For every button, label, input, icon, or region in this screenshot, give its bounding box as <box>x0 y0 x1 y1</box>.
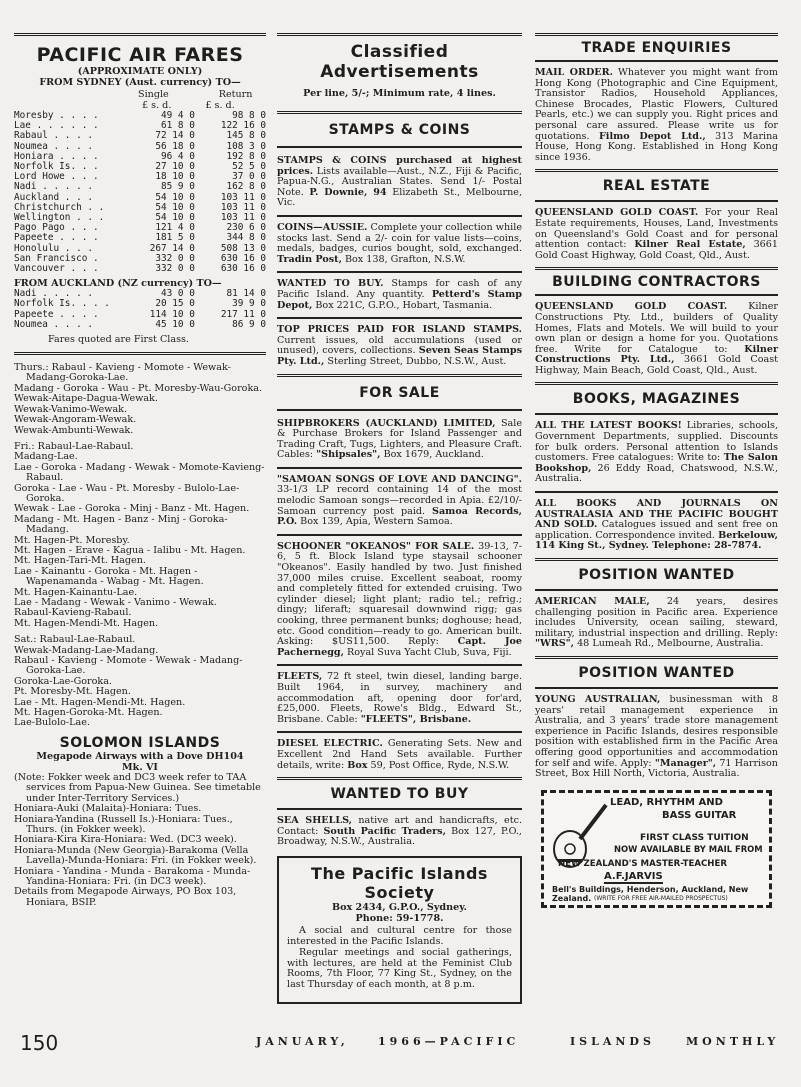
ad-lead: ALL BOOKS AND JOURNALS ON AUSTRALASIA AND THE PACIFIC BOUGHT AND SOLD. <box>535 498 778 531</box>
solomon-note: (Note: Fokker week and DC3 week refer to TAA services from Papua-New Guinea. See timetable under Inter-Territory Services.) <box>14 771 261 804</box>
ad-body: Sale & Purchase Brokers for Island Passenger and Trading Craft, Tugs, Lighters, and Pleasure Craft. Cables: <box>277 417 522 461</box>
auckland-fares-table <box>14 289 266 330</box>
footer-year: 1966—PACIFIC <box>378 1035 520 1048</box>
ad-body: Current issues, old accumulations (used or unused), covers, collections. <box>277 334 522 357</box>
ad-body: businessman with 8 years' retail management experience in Australia, and 3 years' trade store management experience in Pacific Islands, desires responsible position with established firm in the Pacific Area offering good opportunities and accommodation for self and wife. Apply: <box>535 693 779 769</box>
fare-destination: Honiara . . . . <box>14 150 99 162</box>
ad-address: Elizabeth St., Melbourne, Vic. <box>277 186 522 209</box>
rule <box>277 467 522 469</box>
ad-lead: SHIPBROKERS (AUCKLAND) LIMITED, <box>277 417 496 429</box>
route-line: Mt. Hagen - Erave - Kagua - Ialibu - Mt. Hagen. <box>14 544 246 556</box>
fare-return: 508 13 0 <box>220 242 266 254</box>
ad-body: Catalogues issued and sent free on application. Correspondence invited. <box>535 519 778 541</box>
rule <box>14 352 266 355</box>
classified-ad <box>277 475 522 528</box>
rule <box>535 558 778 561</box>
fare-destination: Norfolk Is. . . <box>14 161 99 173</box>
rule <box>277 777 522 780</box>
society-title: The Pacific Islands Society <box>311 863 488 902</box>
society-text-1: A social and cultural centre for those interested in the Pacific Islands. <box>287 924 512 947</box>
footer-monthly: MONTHLY <box>686 1035 780 1048</box>
route-line: Madang - Goroka - Wau - Pt. Moresby-Wau-Goroka. <box>14 382 263 394</box>
fare-single: 43 0 0 <box>160 288 195 300</box>
wanted-ad <box>277 816 522 848</box>
rule <box>277 146 522 148</box>
wanted-title: WANTED TO BUY <box>330 786 469 803</box>
society-phone: Phone: 59-1778. <box>355 912 444 924</box>
rule <box>277 317 522 319</box>
route-line: Goroka - Lae - Wau - Pt. Moresby - Bulolo-Lae-Goroka. <box>14 482 240 504</box>
solomon-title: SOLOMON ISLANDS <box>59 734 221 751</box>
fare-single: 96 4 0 <box>160 150 195 162</box>
ad-address: Sterling Street, Dubbo, N.S.W., Aust. <box>324 355 507 367</box>
fare-return: 103 11 0 <box>220 191 266 203</box>
fare-single: 54 10 0 <box>155 212 195 224</box>
position1-ad <box>535 597 778 650</box>
rule <box>535 656 778 659</box>
route-line: Mt. Hagen-Goroka-Mt. Hagen. <box>14 707 163 719</box>
guitar-line6: A.F.JARVIS <box>604 870 663 882</box>
ad-address: Royal Suva Yacht Club, Suva, Fiji. <box>343 646 512 658</box>
rule <box>277 731 522 733</box>
fare-return: 217 11 0 <box>220 308 266 320</box>
position2-title: POSITION WANTED <box>578 664 735 681</box>
stamps-ads <box>277 156 522 368</box>
ad-advertiser: Seven Seas Stamps Pty. Ltd., <box>277 345 523 367</box>
rule <box>535 687 778 689</box>
solomon-subtitle: Megapode Airways with a Dove DH104 Mk. VI <box>36 750 244 773</box>
fares-note: Fares quoted are First Class. <box>48 334 189 346</box>
classified-ad <box>277 279 522 311</box>
rule <box>535 169 778 172</box>
books-ads <box>535 421 778 552</box>
route-line: Lae - Madang - Wewak - Vanimo - Wewak. <box>14 597 217 608</box>
route-line: Honiara-Munda (New Georgia)-Barakoma (Vella Lavella)-Munda-Honiara: Fri. (in Fokker week). <box>14 844 257 867</box>
route-line: Lae - Goroka - Madang - Wewak - Momote-Kavieng-Rabaul. <box>14 461 265 484</box>
ad-lead: "SAMOAN SONGS OF LOVE AND DANCING". <box>277 473 522 485</box>
ad-body: Stamps for cash of any Pacific Island. Any quantity. <box>277 278 523 300</box>
classified-ad <box>277 325 522 367</box>
builders-ad <box>535 302 778 376</box>
classified-ad <box>277 419 522 461</box>
fare-single: 54 10 0 <box>155 201 195 213</box>
ad-lead: FLEETS, <box>277 671 323 683</box>
fare-single: 267 14 0 <box>149 242 195 254</box>
classified-ad <box>535 499 778 552</box>
fare-return: 630 16 0 <box>220 252 266 264</box>
route-line: Wewak-Aitape-Dagua-Wewak. <box>14 393 158 405</box>
rule <box>535 33 778 36</box>
fare-destination: Noumea . . . . <box>14 318 94 330</box>
fare-destination: Nadi . . . . . <box>14 181 94 193</box>
ad-advertiser: P. Downie, 94 <box>309 186 387 198</box>
fare-destination: Vancouver . . . <box>14 263 99 275</box>
fare-return: 103 11 0 <box>220 201 266 213</box>
fare-return: 37 0 0 <box>232 171 266 183</box>
ad-advertiser: Kilner Real Estate, <box>634 239 746 251</box>
rule <box>277 271 522 273</box>
fare-destination: Papeete . . . . <box>14 308 99 320</box>
route-line: Mt. Hagen-Pt. Moresby. <box>14 534 130 546</box>
classified-rate: Per line, 5/-; Minimum rate, 4 lines. <box>303 88 496 99</box>
ad-advertiser: Berkelouw, 114 King St., Sydney. Telephone: 28-7874. <box>535 529 778 552</box>
saturday-routes <box>14 635 266 729</box>
fare-destination: Nadi . . . . . <box>14 288 94 300</box>
column-classified <box>277 30 522 1004</box>
classified-ad <box>535 421 778 485</box>
rule <box>535 60 778 62</box>
rule <box>535 200 778 202</box>
route-line: Mt. Hagen-Kainantu-Lae. <box>14 586 138 598</box>
fare-single: 121 4 0 <box>155 222 195 234</box>
sydney-fares-table <box>14 111 266 274</box>
ad-lead: WANTED TO BUY. <box>277 278 384 290</box>
forsale-ads <box>277 419 522 772</box>
fare-destination: Auckland . . . <box>14 191 94 203</box>
fare-return: 145 8 0 <box>226 130 266 142</box>
ad-advertiser: Tradin Post, <box>277 253 342 265</box>
route-line: Details from Megapode Airways, PO Box 103, Honiara, BSIP. <box>14 886 237 908</box>
fare-return: 630 16 0 <box>220 263 266 275</box>
ad-body: native art and handicrafts, etc. Contact: <box>277 815 522 837</box>
ad-advertiser: Box <box>347 759 368 771</box>
guitar-line4: NOW AVAILABLE BY MAIL FROM <box>614 843 763 854</box>
rule <box>535 413 778 415</box>
fare-destination: Norfolk Is. . . . <box>14 298 110 310</box>
fare-destination: Lord Howe . . . <box>14 171 99 183</box>
fare-return: 230 6 0 <box>226 222 266 234</box>
rule <box>277 534 522 536</box>
rule <box>277 111 522 114</box>
rule <box>14 33 266 36</box>
guitar-line2: BASS GUITAR <box>662 809 737 821</box>
rule <box>277 808 522 810</box>
rule <box>535 294 778 296</box>
fare-row <box>14 264 266 274</box>
fare-destination: Papeete . . . . <box>14 232 99 244</box>
ad-advertiser: "WRS", <box>535 638 575 650</box>
ad-body: 39-13, 7-6, 5 ft. Block Island type staysail schooner "Okeanos". Easily handled by two. Just finished 37,000 miles cruise. Excellent seaboat, roomy and completely fitted for extended cruising. Two cylinder diesel; light plant; radio tel.; refrig.; dingy; liferaft; squaresail downwind rigg; gas cooking, three permanent bunks; doghouse; head, etc. Good condition—ready to go. American built. Asking: $US11,500. Reply: <box>277 540 522 648</box>
fares-subtitle: (APPROXIMATE ONLY) <box>77 66 203 77</box>
ad-advertiser: The Salon Bookshop, <box>535 452 778 474</box>
fare-destination: Wellington . . . <box>14 212 105 224</box>
ad-lead: MAIL ORDER. <box>535 67 613 78</box>
route-line: Wewak-Vanimo-Wewak. <box>14 403 128 415</box>
rule <box>277 215 522 217</box>
trade-title: TRADE ENQUIRIES <box>581 40 732 56</box>
ad-address: 313 Marina House, Hong Kong. Established in Hong Kong since 1936. <box>535 130 778 163</box>
fare-row <box>14 320 266 330</box>
guitar-line5: NEW ZEALAND'S MASTER-TEACHER <box>558 858 727 869</box>
classified-ad <box>277 816 522 848</box>
route-line: Fri.: Rabaul-Lae-Rabaul. <box>14 440 134 452</box>
ad-address: 3661 Gold Coast Highway, Main Beach, Gold Coast, Qld., Aust. <box>535 354 778 376</box>
route-line: Wewak-Ambunti-Wewak. <box>14 424 134 436</box>
page-number: 150 <box>20 1031 59 1055</box>
return-header: Return <box>218 89 253 100</box>
fare-return: 81 14 0 <box>226 288 266 300</box>
ad-advertiser: Petterd's Stamp Depot, <box>277 288 523 311</box>
books-title: BOOKS, MAGAZINES <box>572 391 741 408</box>
fare-destination: Noumea . . . . <box>14 140 94 152</box>
ad-lead: DIESEL ELECTRIC. <box>277 738 383 750</box>
route-line: Pt. Moresby-Mt. Hagen. <box>14 686 131 698</box>
thursday-routes <box>14 363 266 436</box>
fare-return: 52 5 0 <box>232 161 266 173</box>
classified-ad <box>535 68 778 163</box>
classified-ad <box>277 223 522 265</box>
fare-single: 61 8 0 <box>160 120 195 132</box>
rule <box>277 409 522 411</box>
trade-ad <box>535 68 778 163</box>
route-line: Lae-Bulolo-Lae. <box>14 717 90 729</box>
page-footer <box>0 1027 801 1067</box>
ad-lead: YOUNG AUSTRALIAN, <box>535 693 661 705</box>
route-line: Madang-Lae. <box>14 451 78 463</box>
fare-single: 332 0 0 <box>155 263 195 275</box>
ad-address: 26 Eddy Road, Chatswood, N.S.W., Australia. <box>535 462 778 485</box>
fare-return: 344 8 0 <box>226 232 266 244</box>
fare-single: 27 10 0 <box>155 161 195 173</box>
route-line: Honiara - Yandina - Munda - Barakoma - Munda-Yandina-Honiara: Fri. (in DC3 week). <box>14 865 251 887</box>
route-line: Lae - Mt. Hagen-Mendi-Mt. Hagen. <box>14 696 186 708</box>
guitar-line3: FIRST CLASS TUITION <box>640 832 749 843</box>
route-line: Mt. Hagen-Mendi-Mt. Hagen. <box>14 617 159 629</box>
society-box <box>277 856 522 1005</box>
fare-single: 72 14 0 <box>155 130 195 142</box>
ad-body: Generating Sets. New and Excellent 2nd Hand Sets available. Further details, write: <box>277 738 523 771</box>
classified-ad <box>277 739 522 771</box>
ad-advertiser: South Pacific Traders, <box>323 825 446 837</box>
rule <box>535 267 778 270</box>
rule <box>535 382 778 385</box>
ad-address: 3661 Gold Coast Highway, Gold Coast, Qld., Aust. <box>535 239 778 261</box>
fare-single: 332 0 0 <box>155 252 195 264</box>
ad-advertiser: "Shipsales", <box>316 449 381 461</box>
realestate-ad <box>535 208 778 261</box>
position2-ad <box>535 695 778 780</box>
fare-return: 122 16 0 <box>220 120 266 132</box>
units-single: £ s. d. <box>142 100 172 111</box>
column-trade <box>535 30 778 908</box>
ad-address: 59, Post Office, Ryde, N.S.W. <box>367 759 510 771</box>
fare-destination: Honolulu . . . <box>14 242 94 254</box>
guitar-line1: LEAD, RHYTHM AND <box>610 796 723 808</box>
fare-single: 85 9 0 <box>160 181 195 193</box>
ad-body: Complete your collection while stocks last. Send a 2/- coin for value lists—coins, medals, badges, curios bought, sold, exchanged. <box>277 221 522 255</box>
fare-destination: San Francisco . <box>14 252 99 264</box>
fare-destination: Lae . . . . . . <box>14 120 99 132</box>
fare-return: 108 3 0 <box>226 140 266 152</box>
solomon-routes <box>14 804 266 908</box>
footer-month: JANUARY, <box>256 1035 349 1048</box>
rule <box>277 374 522 377</box>
society-text-2: Regular meetings and social gatherings, with lectures, are held at the Feminist Club Rooms, 7th Floor, 77 King St., Sydney, on the last Thursday of each month, at 8 p.m. <box>287 947 512 990</box>
ad-lead: SCHOONER "OKEANOS" FOR SALE. <box>277 540 475 552</box>
forsale-title: FOR SALE <box>359 384 440 401</box>
fare-single: 18 10 0 <box>155 171 195 183</box>
fare-return: 103 11 0 <box>220 212 266 224</box>
route-line: Rabaul-Kavieng-Rabaul. <box>14 607 132 619</box>
column-fares <box>14 30 266 908</box>
fare-single: 20 15 0 <box>155 298 195 310</box>
route-line: Rabaul - Kavieng - Momote - Wewak - Madang-Goroka-Lae. <box>14 655 243 677</box>
ad-body: 33-1/3 LP record containing 14 of the most melodic Samoan songs—recorded in Apia. £2/10/- Samoan currency post paid. <box>277 484 522 517</box>
fare-single: 49 4 0 <box>160 110 195 121</box>
ad-advertiser: Samoa Records, P.O. <box>277 505 522 528</box>
fare-return: 98 8 0 <box>232 110 266 121</box>
fare-single: 45 10 0 <box>155 318 195 330</box>
from-auckland-label: FROM AUCKLAND (NZ currency) TO— <box>14 278 222 290</box>
route-line: Thurs.: Rabaul - Kavieng - Momote - Wewak-Madang-Goroka-Lae. <box>14 362 231 384</box>
fare-single: 181 5 0 <box>155 232 195 244</box>
guitar-line7: Bell's Buildings, Henderson, Auckland, New Zealand. <box>552 884 749 903</box>
ad-address: 71 Harrison Street, Box Hill North, Victoria, Australia. <box>535 757 778 780</box>
ad-advertiser: Capt. Joe Pachernegg, <box>277 636 522 658</box>
ad-lead: QUEENSLAND GOLD COAST. <box>535 301 728 313</box>
fares-title: PACIFIC AIR FARES <box>36 44 244 66</box>
society-address: Box 2434, G.P.O., Sydney. <box>331 901 468 913</box>
rule <box>535 491 778 493</box>
ad-lead: STAMPS & COINS purchased at highest prices. <box>277 155 522 177</box>
classified-ad <box>535 208 778 261</box>
classified-ad <box>535 695 778 780</box>
ad-advertiser: "Manager", <box>654 757 717 769</box>
fare-return: 86 9 0 <box>232 318 266 330</box>
rule <box>277 664 522 666</box>
classified-ad <box>535 597 778 650</box>
ad-lead: ALL THE LATEST BOOKS! <box>535 420 682 432</box>
ad-advertiser: "FLEETS", Brisbane. <box>360 713 472 725</box>
ad-advertiser: Filmo Depot Ltd., <box>598 130 706 142</box>
ad-address: 48 Lumeah Rd., Melbourne, Australia. <box>574 638 764 650</box>
fare-destination: Pago Pago . . . <box>14 222 99 234</box>
ad-body: Kilner Constructions Pty. Ltd., builders of Quality Homes, Flats and Motels. We will build to your own plan or design a home for you. Quotations free. Write for Catalogue to: <box>535 301 779 355</box>
route-line: Sat.: Rabaul-Lae-Rabaul. <box>14 634 136 646</box>
ad-body: 24 years, desires challenging position in Pacific area. Experience includes University, ocean sailing, steward, military, industrial inspection and drilling. Reply: <box>535 596 778 639</box>
single-header: Single <box>138 89 169 100</box>
route-line: Honiara-Kira Kira-Honiara: Wed. (DC3 week). <box>14 834 237 846</box>
route-line: Wewak-Madang-Lae-Madang. <box>14 644 159 656</box>
fare-single: 114 10 0 <box>149 308 195 320</box>
fare-return: 39 9 0 <box>232 298 266 310</box>
builders-title: BUILDING CONTRACTORS <box>552 274 761 291</box>
ad-advertiser: Kilner Constructions Pty. Ltd., <box>535 343 778 366</box>
ad-body: 72 ft steel, twin diesel, landing barge. Built 1964, in survey, machinery and accommodation aft, opening door for'ard, £25,000. Fleets, Rowe's Bldg., Edward St., Brisbane. Cable: <box>277 671 522 725</box>
ad-lead: COINS—AUSSIE. <box>277 221 368 233</box>
ad-lead: QUEENSLAND GOLD COAST. <box>535 207 699 219</box>
rule <box>535 589 778 591</box>
route-line: Lae - Kainantu - Goroka - Mt. Hagen - Wapenamanda - Wabag - Mt. Hagen. <box>14 565 204 588</box>
classified-ad <box>277 542 522 659</box>
route-line: Goroka-Lae-Goroka. <box>14 675 112 687</box>
route-line: Madang - Mt. Hagen - Banz - Minj - Goroka-Madang. <box>14 513 228 536</box>
ad-lead: AMERICAN MALE, <box>535 596 650 607</box>
footer-islands: ISLANDS <box>570 1035 655 1048</box>
guitar-line8: (WRITE FOR FREE AIR-MAILED PROSPECTUS) <box>594 894 728 902</box>
rule <box>277 33 522 36</box>
ad-lead: TOP PRICES PAID FOR ISLAND STAMPS. <box>277 324 522 336</box>
ad-address: Box 127, P.O., Broadway, N.S.W., Australia. <box>277 825 522 848</box>
route-line: Wewak - Lae - Goroka - Minj - Banz - Mt. Hagen. <box>14 503 250 515</box>
fare-return: 162 8 0 <box>226 181 266 193</box>
ad-address: Box 1679, Auckland. <box>380 449 484 461</box>
stamps-title: STAMPS & COINS <box>328 122 471 138</box>
classified-ad <box>277 156 522 209</box>
fare-single: 54 10 0 <box>155 191 195 203</box>
ad-address: Box 138, Grafton, N.S.W. <box>341 253 466 265</box>
ad-body: Whatever you might want from Hong Kong (Photographic and Cine Equipment, Transistor Radios, Household Appliances, Chinese Brocades, Plastic Flowers, Cultured Pearls, etc.) we can supply you. Right prices and personal care assured. Please write us for quotations. <box>535 67 778 142</box>
realestate-title: REAL ESTATE <box>602 178 711 195</box>
ad-address: Box 139, Apia, Western Samoa. <box>297 516 453 528</box>
classified-title: Classified Advertisements <box>320 42 479 82</box>
route-line: Mt. Hagen-Tari-Mt. Hagen. <box>14 555 146 567</box>
ad-body: Libraries, schools, Government Departments, supplied. Discounts for bulk orders. Personal attention to Islands customers. Free catalogues: Write to: <box>535 420 779 464</box>
units-return: £ s. d. <box>205 100 235 111</box>
route-line: Honiara-Auki (Malaita)-Honiara: Tues. <box>14 803 202 815</box>
fare-destination: Christchurch . . <box>14 201 105 213</box>
ad-body: Lists available—Aust., N.Z., Fiji & Pacific, Papua-N.G., Australian States. Send 1/- Postal Note. <box>277 165 522 198</box>
fare-single: 56 18 0 <box>155 140 195 152</box>
friday-routes <box>14 442 266 629</box>
fare-destination: Rabaul . . . . <box>14 130 94 142</box>
fare-destination: Moresby . . . . <box>14 110 99 121</box>
route-line: Wewak-Angoram-Wewak. <box>14 414 137 426</box>
classified-ad <box>535 302 778 376</box>
ad-lead: SEA SHELLS, <box>277 815 353 827</box>
position1-title: POSITION WANTED <box>578 567 735 583</box>
ad-address: Box 221C, G.P.O., Hobart, Tasmania. <box>312 299 493 311</box>
fare-return: 192 8 0 <box>226 150 266 162</box>
classified-ad <box>277 672 522 725</box>
ad-body: For your Real Estate requirements, Houses, Land, Investments on Queensland's Gold Coast and for personal attention contact: <box>535 207 778 251</box>
guitar-ad <box>541 790 772 908</box>
from-sydney-label: FROM SYDNEY (Aust. currency) TO— <box>39 77 241 88</box>
route-line: Honiara-Yandina (Russell Is.)-Honiara: Tues., Thurs. (in Fokker week). <box>14 813 233 835</box>
